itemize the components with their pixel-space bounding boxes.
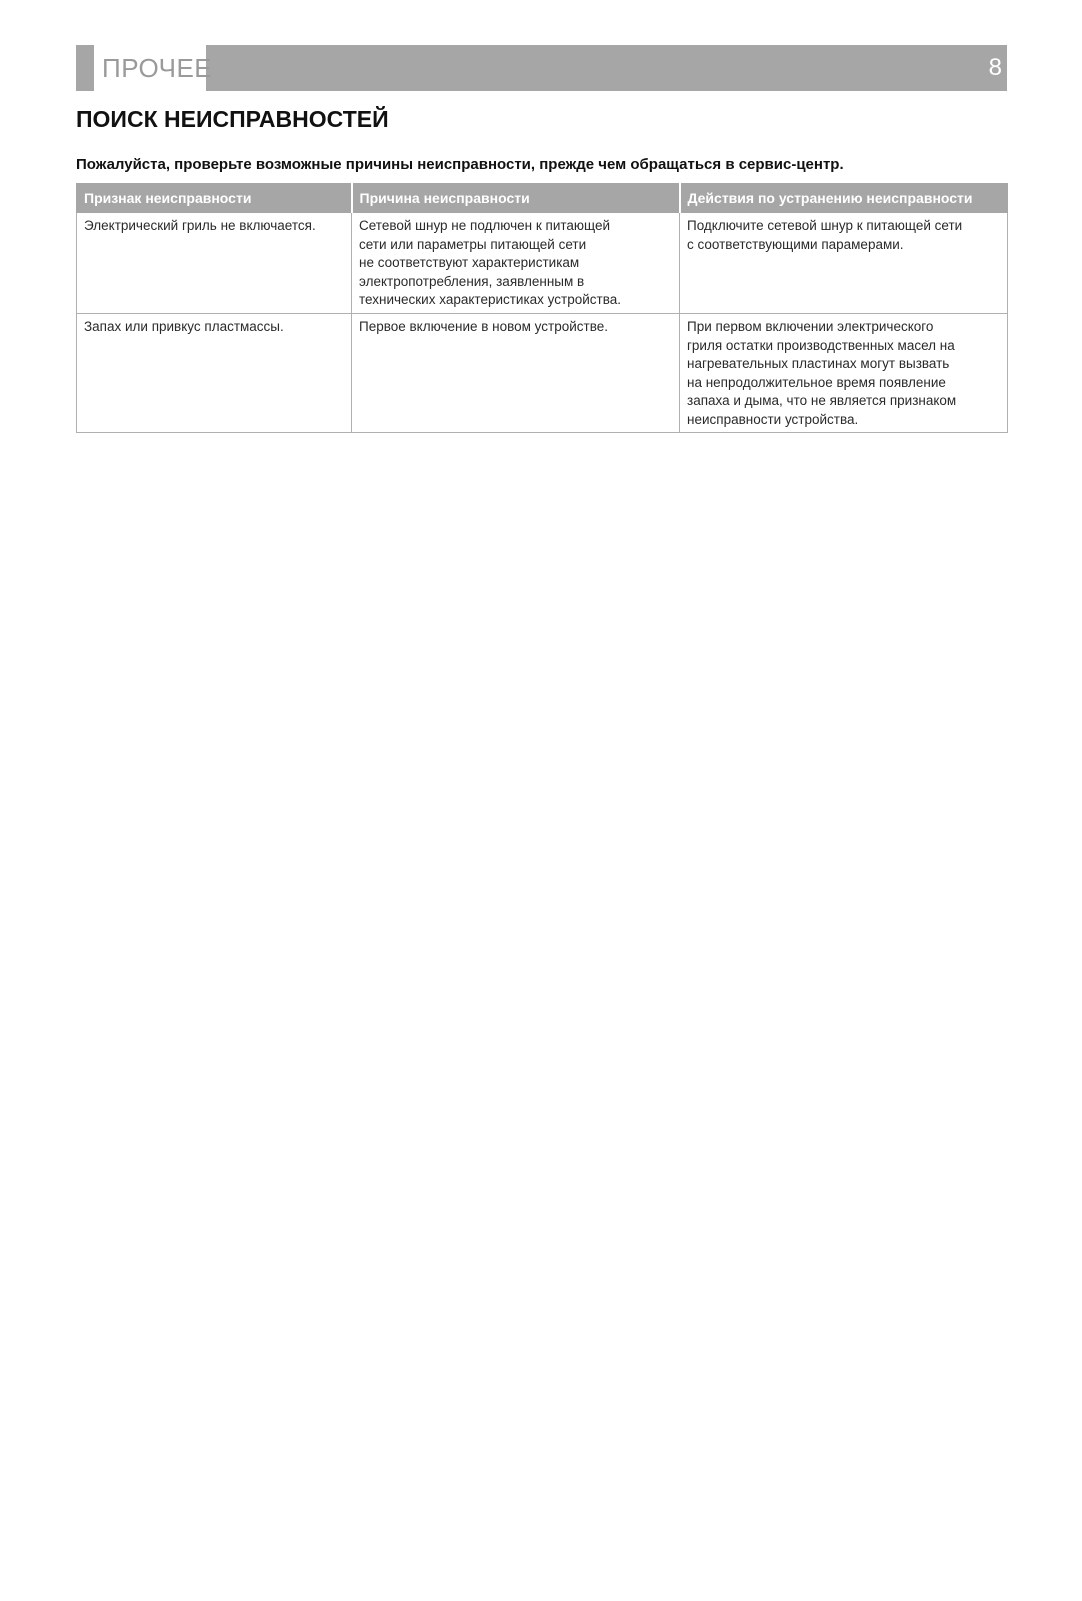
troubleshooting-table [76, 183, 1008, 433]
section-header-accent [76, 45, 94, 91]
page-number: 8 [988, 54, 1002, 81]
cell-line: Запах или привкус пластмассы. [84, 319, 284, 334]
table-row [77, 314, 1008, 433]
cell-line: технических характеристиках устройства. [359, 292, 621, 308]
cell-line: Электрический гриль не включается. [84, 218, 316, 233]
intro-text: Пожалуйста, проверьте возможные причины неисправности, прежде чем обращаться в сервис-центр. [76, 156, 844, 173]
cell-line: При первом включении электрического [687, 319, 934, 334]
section-label: ПРОЧЕЕ [102, 52, 213, 83]
header-cause: Причина неисправности [352, 184, 680, 213]
header-action: Действия по устранению неисправности [680, 184, 1008, 213]
table-row [77, 213, 1008, 314]
symptom-cell [77, 314, 352, 433]
page-title: ПОИСК НЕИСПРАВНОСТЕЙ [76, 106, 389, 132]
cell-line: Сетевой шнур не подлючен к питающей [359, 218, 611, 233]
header-symptom: Признак неисправности [77, 184, 352, 213]
cell-line: нагревательных пластинах могут вызвать [687, 356, 950, 372]
cause-cell [352, 314, 680, 433]
cause-cell [352, 213, 680, 314]
cell-line: сети или параметры питающей сети [359, 236, 587, 252]
cell-line: Подключите сетевой шнур к питающей сети [687, 218, 963, 233]
cell-line: электропотребления, заявленным в [359, 273, 585, 289]
cell-line: неисправности устройства. [687, 411, 859, 427]
cell-line: запаха и дыма, что не является признаком [687, 393, 957, 409]
table-header-row [77, 184, 1008, 213]
symptom-cell [77, 213, 352, 314]
cell-line: Первое включение в новом устройстве. [359, 319, 608, 334]
action-cell [680, 314, 1008, 433]
section-label-box [94, 45, 213, 91]
section-header-band [76, 45, 1007, 91]
cell-line: на непродолжительное время появление [687, 374, 946, 390]
cell-line: не соответствуют характеристикам [359, 255, 580, 271]
cell-line: с соответствующими парамерами. [687, 236, 904, 252]
action-cell [680, 213, 1008, 314]
cell-line: гриля остатки производственных масел на [687, 337, 955, 353]
